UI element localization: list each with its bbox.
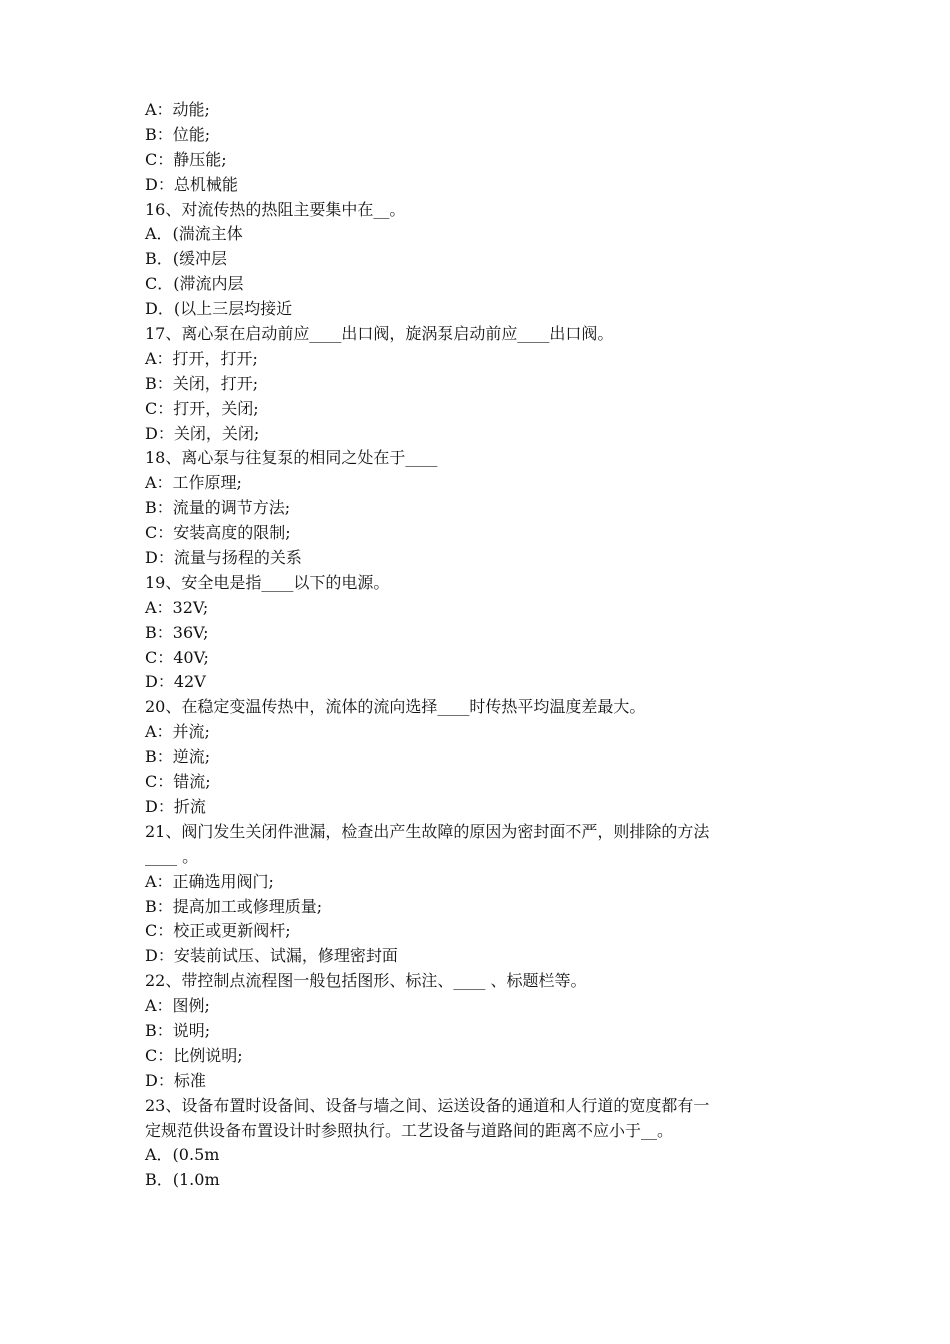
option-a: A．(0.5m <box>145 1145 220 1165</box>
question-21-continued: ____ 。 <box>145 846 199 866</box>
option-b: B：提高加工或修理质量; <box>145 896 323 916</box>
option-b: B：位能; <box>145 124 211 144</box>
document-page <box>145 98 815 1193</box>
question-16: 16、对流传热的热阻主要集中在__。 <box>145 199 406 219</box>
option-a: A：32V; <box>145 597 209 617</box>
option-d: D：关闭，关闭; <box>145 423 260 443</box>
option-b: B：逆流; <box>145 747 211 767</box>
option-d: D：折流 <box>145 796 206 816</box>
question-23-continued: 定规范供设备布置设计时参照执行。工艺设备与道路间的距离不应小于__。 <box>145 1120 674 1140</box>
option-b: B．(缓冲层 <box>145 249 228 269</box>
option-d: D：安装前试压、试漏，修理密封面 <box>145 946 398 966</box>
option-c: C：40V; <box>145 647 209 667</box>
option-a: A：并流; <box>145 722 210 742</box>
option-d: D．(以上三层均接近 <box>145 299 293 319</box>
option-b: B：关闭，打开; <box>145 373 259 393</box>
option-b: B：说明; <box>145 1020 211 1040</box>
option-c: C：静压能; <box>145 149 227 169</box>
option-c: C．(滞流内层 <box>145 274 244 294</box>
option-b: B．(1.0m <box>145 1170 220 1190</box>
option-d: D：标准 <box>145 1070 206 1090</box>
option-c: C：比例说明; <box>145 1045 243 1065</box>
question-23: 23、设备布置时设备间、设备与墙之间、运送设备的通道和人行道的宽度都有一 <box>145 1095 710 1115</box>
option-b: B：流量的调节方法; <box>145 498 291 518</box>
option-a: A：工作原理; <box>145 473 242 493</box>
option-d: D：总机械能 <box>145 174 238 194</box>
question-22: 22、带控制点流程图一般包括图形、标注、____ 、标题栏等。 <box>145 971 587 991</box>
question-19: 19、安全电是指____以下的电源。 <box>145 572 390 592</box>
option-b: B：36V; <box>145 622 209 642</box>
question-18: 18、离心泵与往复泵的相同之处在于____ <box>145 448 438 468</box>
option-a: A：动能; <box>145 100 210 119</box>
option-c: C：打开，关闭; <box>145 398 259 418</box>
option-c: C：校正或更新阀杆; <box>145 921 291 941</box>
question-21: 21、阀门发生关闭件泄漏，检查出产生故障的原因为密封面不严，则排除的方法 <box>145 821 710 841</box>
option-a: A：图例; <box>145 996 210 1016</box>
question-20: 20、在稳定变温传热中，流体的流向选择____时传热平均温度差最大。 <box>145 697 646 717</box>
option-a: A．(湍流主体 <box>145 224 243 244</box>
option-d: D：流量与扬程的关系 <box>145 548 302 568</box>
question-17: 17、离心泵在启动前应____出口阀，旋涡泵启动前应____出口阀。 <box>145 324 614 344</box>
option-a: A：打开，打开; <box>145 348 258 368</box>
option-d: D：42V <box>145 672 206 692</box>
option-c: C：错流; <box>145 772 211 792</box>
option-c: C：安装高度的限制; <box>145 523 291 543</box>
option-a: A：正确选用阀门; <box>145 871 274 891</box>
